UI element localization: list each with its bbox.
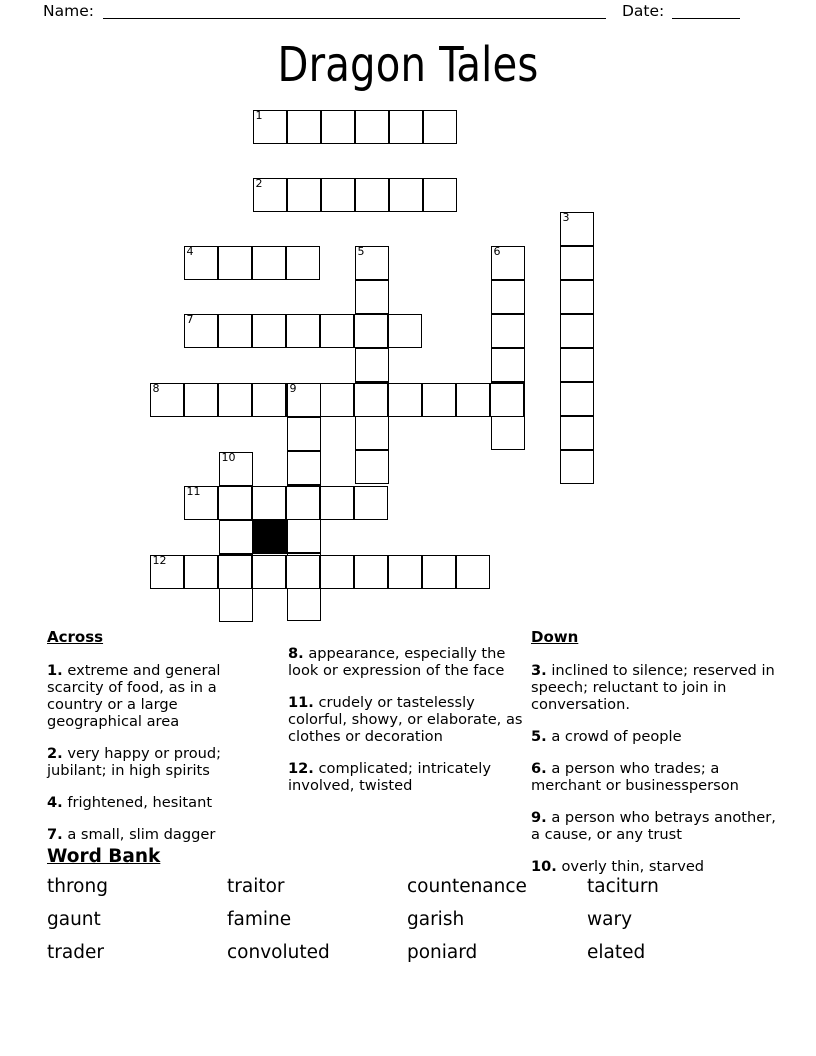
crossword-cell[interactable] — [219, 452, 253, 486]
crossword-cell[interactable] — [560, 246, 594, 280]
clue-text: a person who trades; a merchant or businessperson — [531, 759, 739, 794]
clue-number: 1. — [47, 661, 63, 679]
clue-number: 6. — [531, 759, 547, 777]
crossword-cell[interactable] — [354, 555, 388, 589]
crossword-cell[interactable] — [252, 486, 286, 520]
crossword-cell[interactable] — [422, 383, 456, 417]
crossword-cell[interactable] — [355, 178, 389, 212]
across-clue — [288, 760, 526, 794]
crossword-cell[interactable] — [355, 348, 389, 382]
word-bank-word: elated — [587, 942, 646, 963]
word-bank-word: poniard — [407, 942, 478, 963]
name-label: Name: — [43, 2, 94, 20]
crossword-cell[interactable] — [560, 450, 594, 484]
word-bank-word: taciturn — [587, 876, 659, 897]
crossword-cell[interactable] — [560, 212, 594, 246]
crossword-cell[interactable] — [355, 246, 389, 280]
clue-text: appearance, especially the look or expression of the face — [288, 644, 506, 679]
clue-text: a small, slim dagger — [62, 825, 216, 843]
across-clue — [47, 745, 247, 779]
word-bank-word: garish — [407, 909, 465, 930]
crossword-cell[interactable] — [219, 520, 253, 554]
crossword-cell[interactable] — [320, 383, 354, 417]
clue-number: 3. — [531, 661, 547, 679]
crossword-cell[interactable] — [286, 246, 320, 280]
clue-number: 7. — [47, 825, 63, 843]
crossword-cell[interactable] — [355, 280, 389, 314]
clue-text: crudely or tastelessly colorful, showy, or elaborate, as clothes or decoration — [288, 693, 523, 745]
across-heading: Across — [47, 628, 104, 646]
crossword-cell[interactable] — [287, 451, 321, 485]
crossword-cell[interactable] — [253, 110, 287, 144]
word-bank-list — [47, 873, 777, 967]
date-label: Date: — [622, 2, 665, 20]
clue-text: extreme and general scarcity of food, as in a country or a large geographical area — [47, 661, 221, 731]
crossword-cell[interactable] — [184, 486, 218, 520]
crossword-cell[interactable] — [218, 486, 252, 520]
crossword-cell[interactable] — [354, 383, 388, 417]
crossword-cell[interactable] — [321, 178, 355, 212]
down-heading: Down — [531, 628, 579, 646]
across-clue — [47, 794, 247, 811]
across-clues-column-1 — [47, 628, 247, 849]
word-bank-heading: Word Bank — [47, 846, 161, 867]
down-clue — [531, 760, 776, 794]
crossword-cell[interactable] — [560, 314, 594, 348]
crossword-cell[interactable] — [252, 314, 286, 348]
crossword-cell[interactable] — [560, 416, 594, 450]
cell-number: 2 — [255, 177, 263, 190]
clue-text: inclined to silence; reserved in speech; reluctant to join in conversation. — [531, 661, 775, 713]
clue-number: 4. — [47, 794, 63, 811]
crossword-cell[interactable] — [253, 178, 287, 212]
crossword-cell[interactable] — [456, 383, 490, 417]
clue-number: 5. — [531, 727, 547, 745]
clue-number: 9. — [531, 808, 547, 826]
clue-text: a person who betrays another, a cause, or any trust — [531, 808, 776, 843]
crossword-cell[interactable] — [355, 450, 389, 484]
cell-number: 4 — [186, 245, 194, 258]
crossword-cell[interactable] — [287, 519, 321, 553]
crossword-cell[interactable] — [422, 555, 456, 589]
crossword-cell[interactable] — [150, 383, 184, 417]
crossword-cell[interactable] — [355, 110, 389, 144]
down-clue — [531, 662, 776, 714]
crossword-cell[interactable] — [490, 383, 524, 417]
across-clue-list-1 — [47, 662, 247, 843]
crossword-cell[interactable] — [423, 110, 457, 144]
crossword-cell[interactable] — [491, 416, 525, 450]
cell-number: 7 — [186, 313, 194, 326]
word-bank-word: wary — [587, 909, 633, 930]
crossword-cell[interactable] — [388, 555, 422, 589]
down-clue — [531, 728, 776, 745]
crossword-cell[interactable] — [388, 314, 422, 348]
crossword-cell[interactable] — [321, 110, 355, 144]
crossword-cell[interactable] — [560, 382, 594, 416]
clue-number: 11. — [288, 693, 314, 711]
crossword-cell[interactable] — [287, 417, 321, 451]
crossword-cell[interactable] — [355, 416, 389, 450]
crossword-cell[interactable] — [184, 314, 218, 348]
across-clue — [288, 645, 526, 679]
word-bank-word: famine — [227, 909, 292, 930]
across-clue — [47, 826, 247, 843]
crossword-cell[interactable] — [320, 555, 354, 589]
crossword-cell[interactable] — [491, 246, 525, 280]
cell-number: 12 — [152, 554, 167, 567]
crossword-cell[interactable] — [150, 555, 184, 589]
clue-text: overly thin, starved — [556, 857, 705, 875]
word-bank-word: traitor — [227, 876, 285, 897]
cell-number: 9 — [289, 382, 297, 395]
crossword-cell[interactable] — [286, 314, 320, 348]
word-bank-word: convoluted — [227, 942, 330, 963]
crossword-block-cell — [253, 520, 287, 554]
cell-number: 5 — [357, 245, 365, 258]
crossword-cell[interactable] — [354, 486, 388, 520]
cell-number: 6 — [493, 245, 501, 258]
crossword-cell[interactable] — [286, 555, 320, 589]
crossword-cell[interactable] — [287, 178, 321, 212]
across-clue — [288, 694, 526, 746]
clue-text: a crowd of people — [546, 727, 682, 745]
page-title: Dragon Tales — [277, 37, 539, 93]
crossword-cell[interactable] — [491, 348, 525, 382]
crossword-cell[interactable] — [287, 383, 321, 417]
cell-number: 10 — [221, 451, 236, 464]
clue-number: 2. — [47, 745, 63, 762]
crossword-cell[interactable] — [389, 178, 423, 212]
crossword-cell[interactable] — [252, 555, 286, 589]
across-clue — [47, 662, 247, 731]
down-clues-column — [531, 628, 776, 881]
crossword-cell[interactable] — [184, 555, 218, 589]
clue-text: complicated; intricately involved, twisted — [288, 759, 491, 794]
crossword-cell[interactable] — [423, 178, 457, 212]
crossword-cell[interactable] — [491, 314, 525, 348]
word-bank-word: trader — [47, 942, 104, 963]
word-bank-word: gaunt — [47, 909, 101, 930]
crossword-cell[interactable] — [456, 555, 490, 589]
crossword-cell[interactable] — [219, 588, 253, 622]
crossword-cell[interactable] — [218, 383, 252, 417]
down-clue-list — [531, 662, 776, 875]
crossword-cell[interactable] — [287, 110, 321, 144]
down-clue — [531, 809, 776, 843]
crossword-cell[interactable] — [560, 348, 594, 382]
clue-number: 12. — [288, 759, 314, 777]
crossword-cell[interactable] — [218, 314, 252, 348]
crossword-cell[interactable] — [560, 280, 594, 314]
cell-number: 3 — [562, 211, 570, 224]
word-bank-word: throng — [47, 876, 108, 897]
clue-number: 8. — [288, 644, 304, 662]
crossword-cell[interactable] — [388, 383, 422, 417]
word-bank-word: countenance — [407, 876, 527, 897]
cell-number: 11 — [186, 485, 201, 498]
across-clue-list-2 — [288, 645, 526, 795]
crossword-cell[interactable] — [252, 383, 286, 417]
crossword-cell[interactable] — [320, 486, 354, 520]
crossword-cell[interactable] — [184, 383, 218, 417]
cell-number: 8 — [152, 382, 160, 395]
crossword-cell[interactable] — [389, 110, 423, 144]
crossword-cell[interactable] — [354, 314, 388, 348]
word-bank-section — [47, 845, 777, 967]
crossword-cell[interactable] — [491, 280, 525, 314]
clue-text: frightened, hesitant — [62, 794, 213, 811]
clue-text: very happy or proud; jubilant; in high spirits — [47, 745, 222, 780]
crossword-cell[interactable] — [218, 246, 252, 280]
crossword-cell[interactable] — [287, 587, 321, 621]
crossword-cell[interactable] — [286, 486, 320, 520]
crossword-cell[interactable] — [184, 246, 218, 280]
cell-number: 1 — [255, 109, 263, 122]
crossword-cell[interactable] — [320, 314, 354, 348]
crossword-cell[interactable] — [252, 246, 286, 280]
across-clues-column-2 — [288, 630, 526, 800]
clue-number: 10. — [531, 857, 557, 875]
crossword-cell[interactable] — [218, 555, 252, 589]
